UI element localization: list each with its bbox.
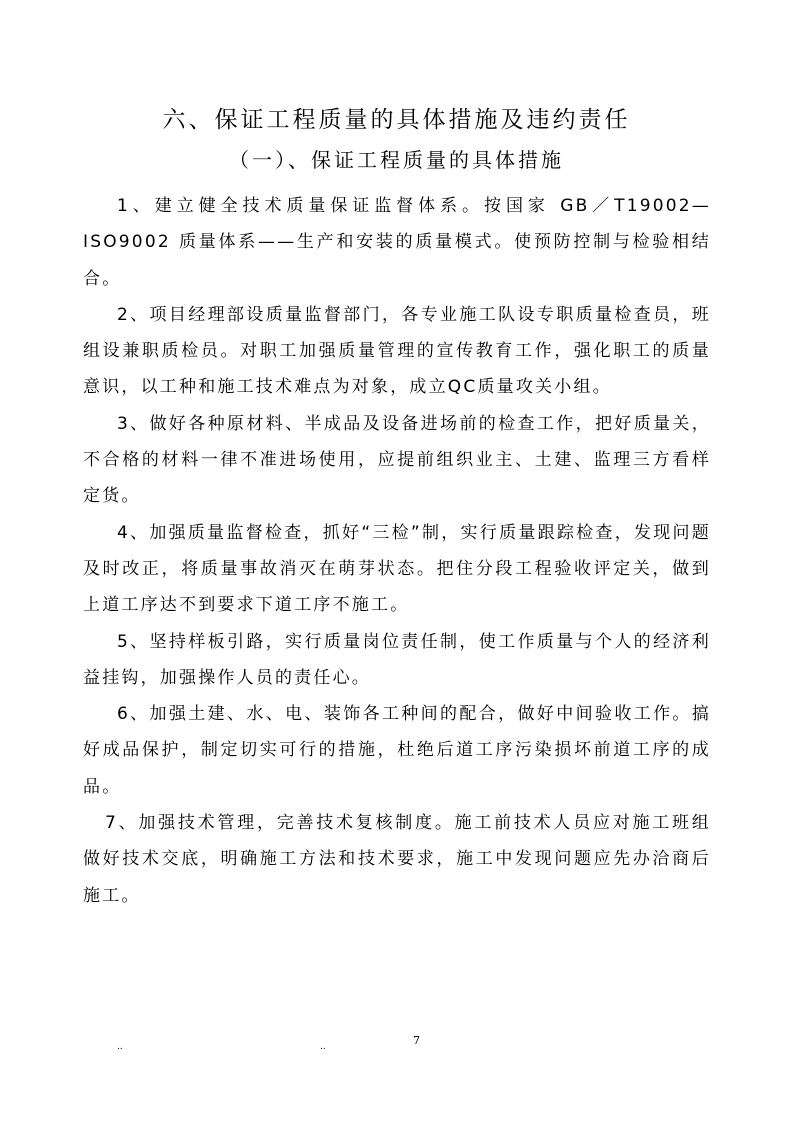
- footer-dots-middle: ..: [320, 1042, 326, 1052]
- paragraph-3: 3、做好各种原材料、半成品及设备进场前的检查工作，把好质量关，不合格的材料一律不准进场使用，应提前组织业主、土建、监理三方看样定货。: [83, 413, 711, 507]
- paragraph-7: 7、加强技术管理，完善技术复核制度。施工前技术人员应对施工班组做好技术交底，明确施工方法和技术要求，施工中发现问题应先办洽商后施工。: [83, 813, 711, 906]
- paragraph-1: 1、建立健全技术质量保证监督体系。按国家 GB／T19002—ISO9002 质量体系——生产和安装的质量模式。使预防控制与检验相结合。: [83, 196, 711, 289]
- page-number: 7: [413, 1034, 420, 1047]
- paragraph-5: 5、坚持样板引路，实行质量岗位责任制，使工作质量与个人的经济利益挂钩，加强操作人员的责任心。: [83, 631, 711, 688]
- paragraph-2: 2、项目经理部设质量监督部门，各专业施工队设专职质量检查员，班组设兼职质检员。对职工加强质量管理的宣传教育工作，强化职工的质量意识，以工种和施工技术难点为对象，成立QC质量攻关小组。: [83, 304, 711, 398]
- body-text: [83, 188, 711, 914]
- subsection-title: （一）、保证工程质量的具体措施: [229, 148, 564, 172]
- footer-dots-left: ..: [117, 1042, 123, 1052]
- section-title: 六、保证工程质量的具体措施及违约责任: [162, 107, 631, 133]
- paragraph-4: 4、加强质量监督检查，抓好“三检”制，实行质量跟踪检查，发现问题及时改正，将质量事故消灭在萌芽状态。把住分段工程验收评定关，做到上道工序达不到要求下道工序不施工。: [83, 522, 711, 616]
- paragraph-6: 6、加强土建、水、电、装饰各工种间的配合，做好中间验收工作。搞好成品保护，制定切实可行的措施，杜绝后道工序污染损坏前道工序的成品。: [83, 704, 711, 797]
